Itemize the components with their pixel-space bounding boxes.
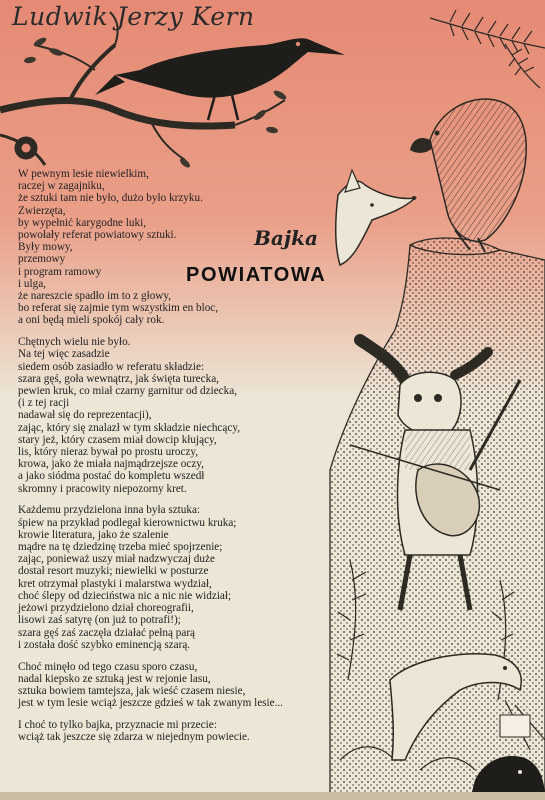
poem-line: lisowi zaś satyrę (on już to potrafi!); (18, 614, 181, 627)
poem-text (18, 168, 538, 753)
poem-line: krowa, jako że miała najmądrzejsze oczy, (18, 458, 204, 471)
poem-line: zając, który się znalazł w tym składzie niechcący, (18, 421, 240, 434)
poem-line: szara gęś, goła wewnątrz, jak święta turecka, (18, 372, 219, 385)
poem-line: przemowy (18, 253, 66, 266)
poem-line: jeżowi przydzielono dział choreografii, (18, 602, 194, 615)
poem-line: I choć to tylko bajka, przyznacie mi przecie: (18, 718, 217, 731)
poem-line: mądre na tę dziedzinę trzeba mieć spojrzenie; (18, 541, 223, 554)
poem-line: powołały referat powiatowy sztuki. (18, 229, 177, 242)
poem-line: raczej w zagajniku, (18, 180, 105, 193)
poem-stanza (18, 661, 538, 710)
poem-line: dostał resort muzyki; niewielki w posturze (18, 565, 209, 578)
poem-line: Chętnych wielu nie było. (18, 336, 131, 349)
poem-line: (i z tej racji (18, 397, 70, 410)
poem-stanza (18, 504, 538, 650)
poem-line: a jako siódma postać do kompletu wszedł (18, 470, 205, 483)
poem-line: nadawał się do reprezentacji), (18, 409, 152, 422)
poem-line: stary jeż, który czasem miał dowcip kłujący, (18, 433, 217, 446)
poem-stanza (18, 168, 538, 327)
poem-stanza (18, 719, 538, 743)
author-name: Ludwik Jerzy Kern (12, 2, 255, 31)
poem-line: pewien kruk, co miał czarny garnitur od dziecka, (18, 385, 237, 398)
poem-line: i została dość szybko eminencją szarą. (18, 638, 191, 651)
poem-line: lis, który nieraz bywał po prostu uroczy, (18, 446, 199, 459)
title-powiatowa: POWIATOWA (186, 264, 327, 286)
poem-line: skromny i pracowity niepozorny kret. (18, 482, 187, 495)
poem-line: sztuka bowiem tamtejsza, jak wieść czasem niesie, (18, 684, 246, 697)
poem-line: bo referat się zajmie tym wszystkim en bloc, (18, 302, 219, 315)
poem-line: Każdemu przydzielona inna była sztuka: (18, 504, 201, 517)
poem-line: i program ramowy (18, 265, 102, 278)
poem-line: jest w tym lesie wciąż jeszcze gdzieś w tak zwanym lesie... (18, 697, 283, 710)
poem-line: a oni będą mieli spokój cały rok. (18, 314, 165, 327)
poem-line: i ulga, (18, 277, 46, 290)
poem-stanza (18, 336, 538, 495)
poem-line: zając, ponieważ uszy miał nadzwyczaj duże (18, 553, 215, 566)
poem-line: W pewnym lesie niewielkim, (18, 168, 149, 180)
poem-line: nadal kiepsko ze sztuką jest w rejonie lasu, (18, 672, 211, 685)
poem-line: szara gęś zaś zaczęła działać pełną parą (18, 626, 196, 639)
poem-line: Zwierzęta, (18, 204, 66, 217)
poem-line: Były mowy, (18, 241, 73, 254)
poem-line: Na tej więc zasadzie (18, 348, 110, 361)
poem-line: siedem osób zasiadło w referatu składzie: (18, 360, 205, 373)
poem-line: by wypełnić karygodne luki, (18, 216, 147, 229)
poem-line: śpiew na przykład podlegał kierownictwu kruka; (18, 516, 237, 529)
poem-line: krowie literatura, jako że szalenie (18, 528, 169, 541)
poem-line: że sztuki tam nie było, dużo było krzyku. (18, 192, 203, 205)
poem-line: choć ślepy od dzieciństwa nic a nic nie widział; (18, 589, 232, 602)
bottom-edge (0, 792, 545, 800)
poem-line: kret otrzymał plastyki i malarstwa wydział, (18, 577, 212, 590)
poem-line: Choć minęło od tego czasu sporo czasu, (18, 660, 198, 673)
title-bajka: Bajka (254, 226, 318, 250)
poem-line: że nareszcie spadło im to z głowy, (18, 290, 172, 303)
poem-line: wciąż tak jeszcze się zdarza w niejednym powiecie. (18, 731, 250, 744)
